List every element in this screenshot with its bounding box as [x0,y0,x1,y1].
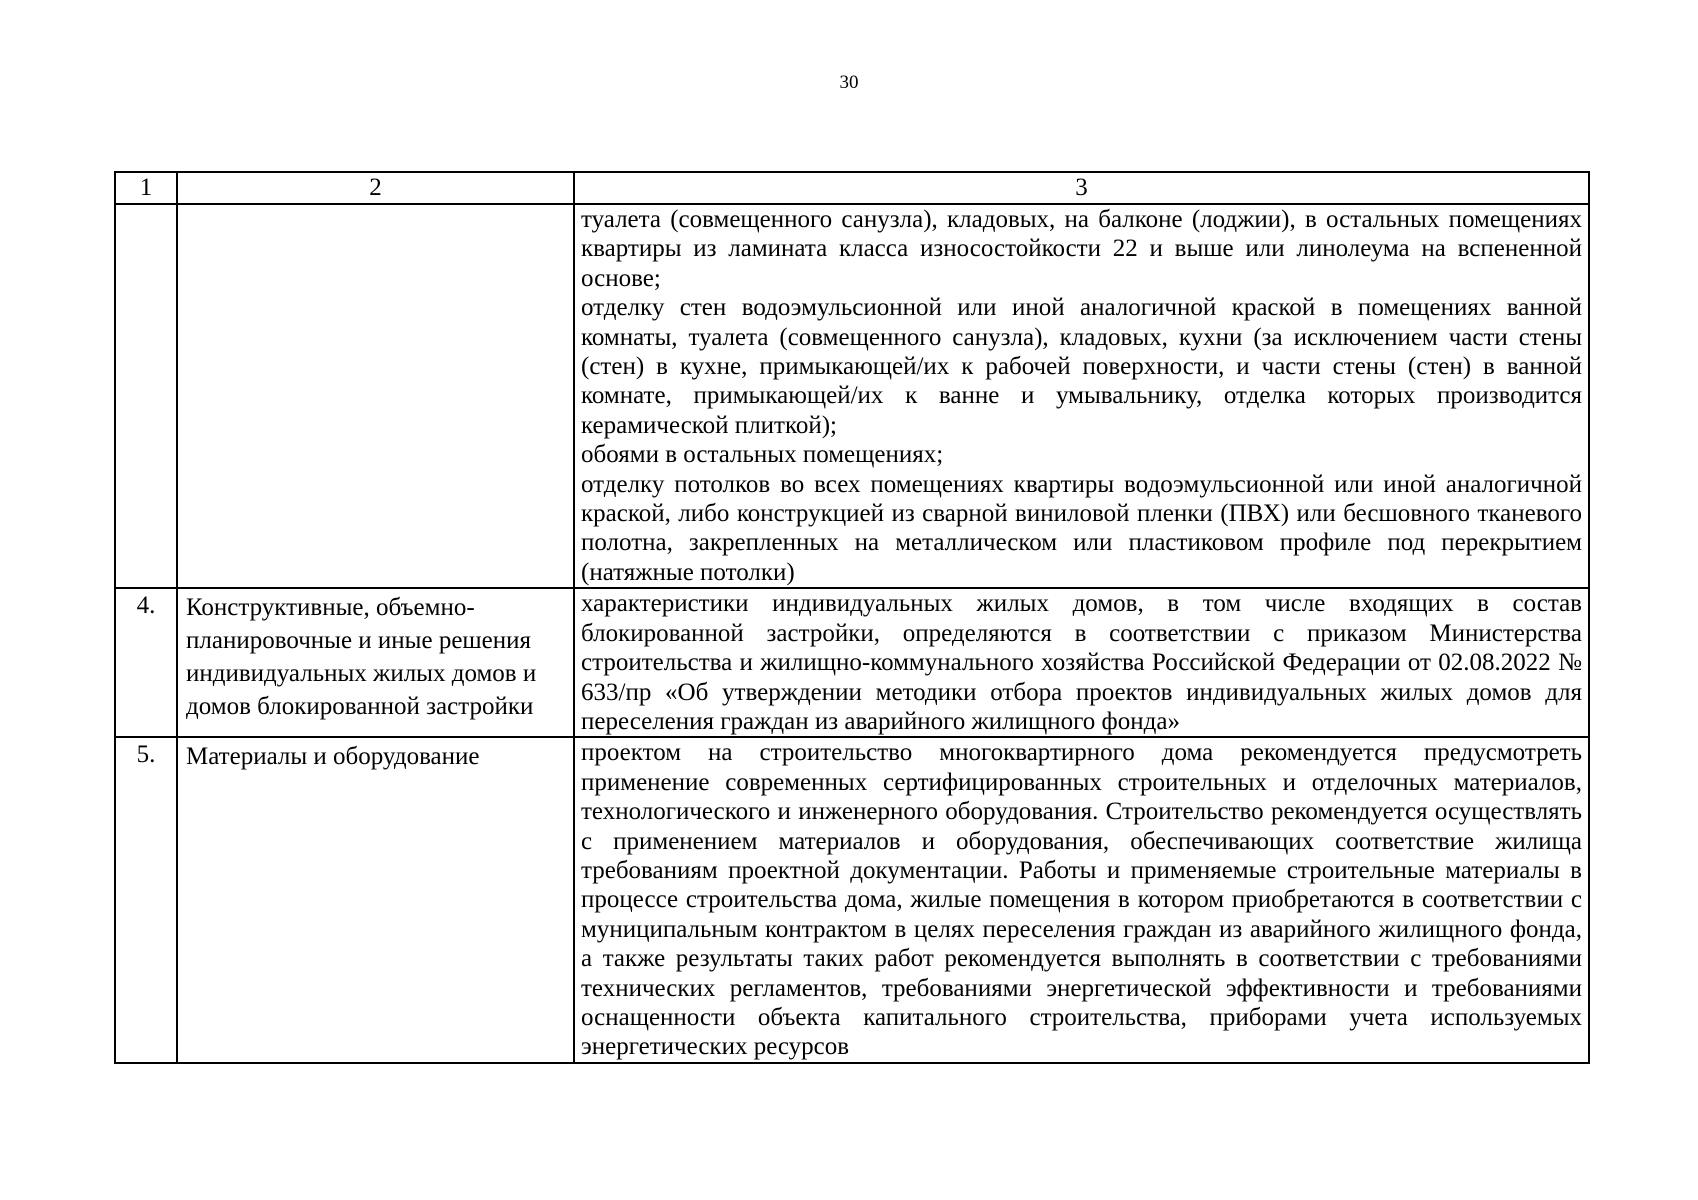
requirements-table [114,171,1590,1064]
column-header-2: 2 [177,172,574,204]
row-number: 5. [115,737,177,1062]
row-description [574,204,1589,588]
column-header-1: 1 [115,172,177,204]
description-paragraph: туалета (совмещенного санузла), кладовых, на балконе (лоджии), в остальных помещениях квартиры из ламината класса износостойкости 22 и выше или линолеума на вспененной основе; [581,206,1582,292]
row-description [574,737,1589,1062]
row-number: 4. [115,588,177,737]
table-header-row [115,172,1589,204]
column-header-3: 3 [574,172,1589,204]
row-title: Материалы и оборудование [177,737,574,1062]
row-title: Конструктивные, объемно-планировочные и иные решения индивидуальных жилых домов и домов блокированной застройки [177,588,574,737]
row-description [574,588,1589,737]
page-number: 30 [839,72,859,93]
table-row [115,588,1589,737]
table-row [115,204,1589,588]
table-row [115,737,1589,1062]
description-paragraph: обоями в остальных помещениях; [581,441,944,469]
row-number [115,204,177,588]
row-title [177,204,574,588]
description-paragraph: характеристики индивидуальных жилых домов, в том числе входящих в состав блокированной застройки, определяются в соответствии с приказом Министерства строительства и жилищно-коммунального хозяйства Российской Федерации от 02.08.2022 № 633/пр «Об утверждении методики отбора проектов индивидуальных жилых домов для переселения граждан из аварийного жилищного фонда» [581,590,1582,735]
description-paragraph: проектом на строительство многоквартирного дома рекомендуется предусмотреть применение современных сертифицированных строительных и отделочных материалов, технологического и инженерного оборудования. Строительство рекомендуется осуществлять с применением материалов и оборудования, обеспечивающих соответствие жилища требованиям проектной документации. Работы и применяемые строительные материалы в процессе строительства дома, жилые помещения в котором приобретаются в соответствии с муниципальным контрактом в целях переселения граждан из аварийного жилищного фонда, а также результаты таких работ рекомендуется выполнять в соответствии с требованиями технических регламентов, требованиями энергетической эффективности и требованиями оснащенности объекта капитального строительства, приборами учета используемых энергетических ресурсов [581,739,1582,1061]
description-paragraph: отделку потолков во всех помещениях квартиры водоэмульсионной или иной аналогичной краской, либо конструкцией из сварной виниловой пленки (ПВХ) или бесшовного тканевого полотна, закрепленных на металлическом или пластиковом профиле под перекрытием (натяжные потолки) [581,470,1582,586]
description-paragraph: отделку стен водоэмульсионной или иной аналогичной краской в помещениях ванной комнаты, туалета (совмещенного санузла), кладовых, кухни (за исключением части стены (стен) в кухне, примыкающей/их к рабочей поверхности, и части стены (стен) в ванной комнате, примыкающей/их к ванне и умывальнику, отделка которых производится керамической плиткой); [581,294,1582,439]
